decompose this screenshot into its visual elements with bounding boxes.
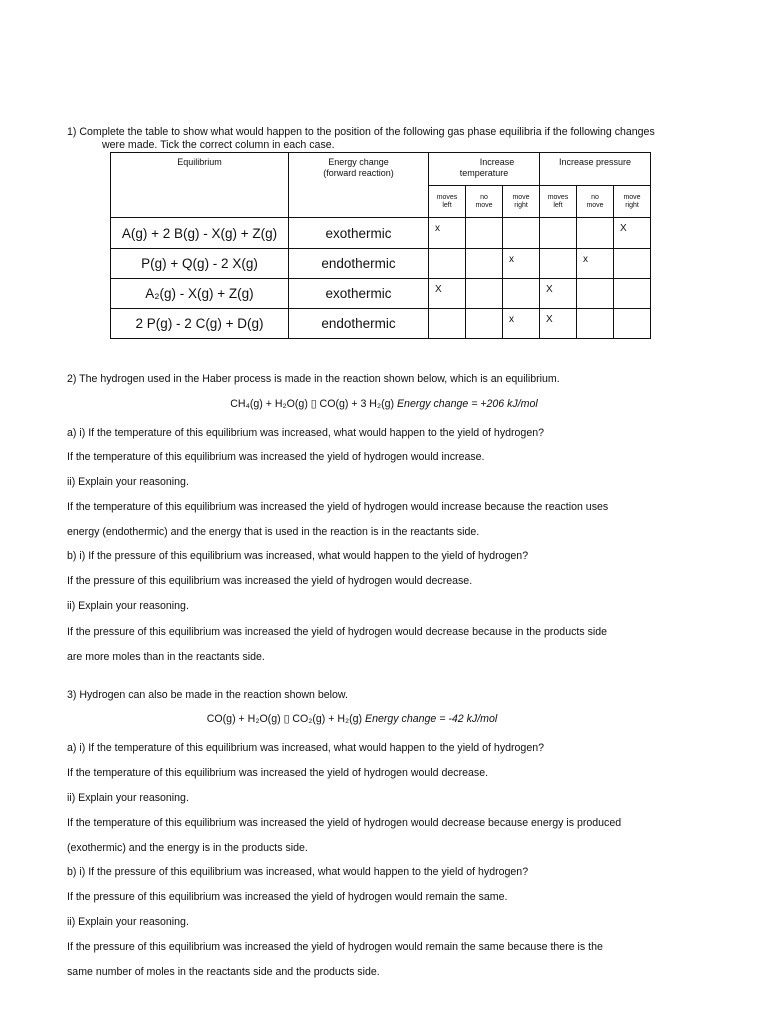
subheader-temp-no-move: no move <box>466 186 503 218</box>
q2-b-ii-answer-line2: are more moles than in the reactants side. <box>67 651 265 663</box>
table-row <box>111 249 651 279</box>
mark-cell[interactable] <box>540 249 577 279</box>
mark-cell[interactable] <box>577 218 614 249</box>
mark-cell[interactable] <box>614 249 651 279</box>
equation-cell: 2 P(g) - 2 C(g) + D(g) <box>111 309 289 339</box>
q3-a-ii-question: ii) Explain your reasoning. <box>67 792 189 804</box>
table-row <box>111 309 651 339</box>
mark-cell[interactable] <box>577 279 614 309</box>
q3-reaction-equation <box>0 713 704 726</box>
q3-energy-change: Energy change = -42 kJ/mol <box>365 713 498 725</box>
equilibria-table <box>110 152 651 339</box>
q3-b-i-answer: If the pressure of this equilibrium was increased the yield of hydrogen would remain the same. <box>67 891 508 903</box>
q2-a-ii-question: ii) Explain your reasoning. <box>67 476 189 488</box>
energy-cell: exothermic <box>289 218 429 249</box>
subheader-temp-moves-left: moves left <box>429 186 466 218</box>
q3-a-i-answer: If the temperature of this equilibrium was increased the yield of hydrogen would decrease. <box>67 767 489 779</box>
equation-cell: A₂(g) - X(g) + Z(g) <box>111 279 289 309</box>
mark-cell[interactable]: x <box>429 218 466 249</box>
mark-cell[interactable] <box>540 218 577 249</box>
equation-cell: A(g) + 2 B(g) - X(g) + Z(g) <box>111 218 289 249</box>
mark-cell[interactable]: X <box>540 309 577 339</box>
q2-energy-change: Energy change = +206 kJ/mol <box>396 398 538 410</box>
mark-cell[interactable]: x <box>503 249 540 279</box>
subheader-pressure-move-right: move right <box>614 186 651 218</box>
mark-cell[interactable] <box>503 218 540 249</box>
mark-cell[interactable] <box>577 309 614 339</box>
q2-a-ii-answer-line1: If the temperature of this equilibrium was increased the yield of hydrogen would increase because the reaction uses <box>67 501 609 513</box>
mark-cell[interactable] <box>503 279 540 309</box>
q1-instruction-line2: were made. Tick the correct column in each case. <box>102 139 335 151</box>
q1-instruction-line1: 1) Complete the table to show what would happen to the position of the following gas phase equilibria if the following changes <box>67 126 655 138</box>
header-equilibrium: Equilibrium <box>111 153 289 218</box>
energy-cell: endothermic <box>289 249 429 279</box>
mark-cell[interactable]: X <box>429 279 466 309</box>
q2-b-i-question: b) i) If the pressure of this equilibrium was increased, what would happen to the yield of hydrogen? <box>67 550 529 562</box>
subheader-pressure-no-move: no move <box>577 186 614 218</box>
q2-a-i-question: a) i) If the temperature of this equilibrium was increased, what would happen to the yield of hydrogen? <box>67 427 544 439</box>
mark-cell[interactable] <box>429 249 466 279</box>
q2-intro: 2) The hydrogen used in the Haber process is made in the reaction shown below, which is an equilibrium. <box>67 373 560 385</box>
mark-cell[interactable]: x <box>503 309 540 339</box>
mark-cell[interactable] <box>614 309 651 339</box>
mark-cell[interactable] <box>429 309 466 339</box>
mark-cell[interactable]: X <box>614 218 651 249</box>
q3-b-ii-question: ii) Explain your reasoning. <box>67 916 189 928</box>
mark-cell[interactable] <box>466 279 503 309</box>
header-energy-change: Energy change (forward reaction) <box>289 153 429 218</box>
q3-b-ii-answer-line1: If the pressure of this equilibrium was increased the yield of hydrogen would remain the same because there is the <box>67 941 603 953</box>
mark-cell[interactable]: X <box>540 279 577 309</box>
equation-cell: P(g) + Q(g) - 2 X(g) <box>111 249 289 279</box>
table-row <box>111 218 651 249</box>
energy-cell: endothermic <box>289 309 429 339</box>
q3-a-ii-answer-line1: If the temperature of this equilibrium was increased the yield of hydrogen would decrease because energy is produced <box>67 817 622 829</box>
q2-reaction-equation <box>0 398 768 411</box>
header-increase-temperature: Increase temperature <box>429 153 540 186</box>
q3-a-ii-answer-line2: (exothermic) and the energy is in the products side. <box>67 842 308 854</box>
q3-b-ii-answer-line2: same number of moles in the reactants side and the products side. <box>67 966 380 978</box>
mark-cell[interactable] <box>466 249 503 279</box>
q3-equation-formula: CO(g) + H₂O(g) ▯ CO₂(g) + H₂(g) <box>206 713 363 725</box>
q2-a-ii-answer-line2: energy (endothermic) and the energy that is used in the reaction is in the reactants side. <box>67 526 480 538</box>
q2-equation-formula: CH₄(g) + H₂O(g) ▯ CO(g) + 3 H₂(g) <box>230 398 395 410</box>
q3-a-i-question: a) i) If the temperature of this equilibrium was increased, what would happen to the yield of hydrogen? <box>67 742 544 754</box>
q3-intro: 3) Hydrogen can also be made in the reaction shown below. <box>67 689 348 701</box>
q2-a-i-answer: If the temperature of this equilibrium was increased the yield of hydrogen would increase. <box>67 451 485 463</box>
mark-cell[interactable] <box>614 279 651 309</box>
subheader-pressure-moves-left: moves left <box>540 186 577 218</box>
header-increase-pressure: Increase pressure <box>540 153 651 186</box>
mark-cell[interactable] <box>466 218 503 249</box>
q2-b-i-answer: If the pressure of this equilibrium was increased the yield of hydrogen would decrease. <box>67 575 473 587</box>
q2-b-ii-answer-line1: If the pressure of this equilibrium was increased the yield of hydrogen would decrease because in the products side <box>67 626 608 638</box>
energy-cell: exothermic <box>289 279 429 309</box>
mark-cell[interactable] <box>466 309 503 339</box>
table-row <box>111 279 651 309</box>
q2-b-ii-question: ii) Explain your reasoning. <box>67 600 189 612</box>
q3-b-i-question: b) i) If the pressure of this equilibrium was increased, what would happen to the yield of hydrogen? <box>67 866 529 878</box>
mark-cell[interactable]: x <box>577 249 614 279</box>
subheader-temp-move-right: move right <box>503 186 540 218</box>
